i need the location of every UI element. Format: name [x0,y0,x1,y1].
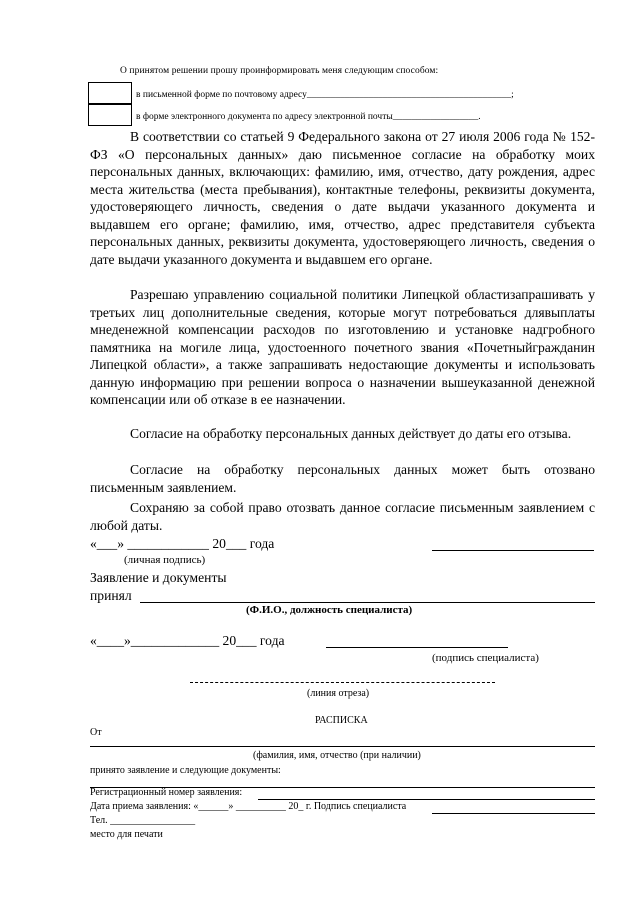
applicant-name-line[interactable] [90,746,595,747]
accepted-by-line[interactable] [140,602,595,603]
email-address-line[interactable]: __________________ [392,112,479,122]
accepted-label-1: Заявление и документы [90,570,227,585]
stamp-place-label: место для печати [90,829,163,840]
consent-text [90,128,595,268]
fio-position-caption: (Ф.И.О., должность специалиста) [246,604,413,616]
registration-number-label: Регистрационный номер заявления: [90,787,243,798]
signature-line-1[interactable] [432,550,594,551]
consent-paragraph-3: Согласие на обработку персональных данных действует до даты его отзыва. [130,426,572,441]
consent-paragraph-1: В соответствии со статьей 9 Федерального закона от 27 июля 2006 года № 152-ФЗ «О персональных данных» даю письменное согласие на обработку моих персональных данных, включающих: фамилию, имя, отчество, дату рождения, адрес места жительства (места пребывания), контактные телефоны, реквизиты документа, удостоверяющего личность, сведения о дате выдачи указанного документа и выдавшем его органе; фамилию, имя, отчество, адрес представителя субъекта персональных данных, реквизиты документа, удостоверяющего личность, сведения о дате выдачи указанного документа и выдавшем его органе. [90,129,595,267]
receipt-title: РАСПИСКА [315,715,368,726]
validity-text [90,425,595,443]
personal-signature-caption: (личная подпись) [124,554,206,566]
postal-option-label: в письменной форме по почтовому адресу [136,90,307,100]
accepted-label-2: принял [90,588,132,603]
accepted-documents-label: принято заявление и следующие документы: [90,765,281,776]
specialist-signature-line[interactable] [326,647,508,648]
email-checkbox[interactable] [88,104,132,126]
postal-address-line[interactable]: ___________________________________________ [306,90,512,100]
postal-option-end: ; [511,90,514,100]
cut-line-caption: (линия отреза) [307,688,370,699]
postal-option [136,90,514,100]
notification-intro: О принятом решении прошу проинформировать меня следующим способом: [120,66,439,76]
receipt-from-label: От [90,727,102,738]
postal-checkbox[interactable] [88,82,132,104]
email-option-end: . [478,112,481,122]
email-option-label: в форме электронного документа по адресу электронной почты [136,112,393,122]
specialist-signature-caption: (подпись специалиста) [432,652,539,664]
date-line-2[interactable]: «____»_____________ 20___ года [90,633,285,648]
revocation-text [90,461,595,496]
date-line-1[interactable]: «___» ____________ 20___ года [90,536,275,551]
cut-line-divider [190,682,495,683]
fio-note-caption: (фамилия, имя, отчество (при наличии) [253,750,421,761]
consent-paragraph-5: Сохраняю за собой право отозвать данное согласие письменным заявлением с любой даты. [90,500,595,533]
phone-label: Тел. _________________ [90,815,196,826]
consent-paragraph-4: Согласие на обработку персональных данных может быть отозвано письменным заявлением. [90,462,595,495]
date-received-label: Дата приема заявления: «______» __________ 20_ г. Подпись специалиста [90,801,407,812]
permission-text [90,286,595,409]
email-option [136,112,481,122]
reservation-text [90,499,595,534]
registration-number-line[interactable] [258,799,595,800]
date-received-signature-line[interactable] [432,813,595,814]
consent-paragraph-2: Разрешаю управлению социальной политики Липецкой областизапрашивать у третьих лиц дополнительные сведения, которые могут потребоваться длявыплаты мнеденежной компенсации расходов по изготовлению и установке надгробного памятника на могиле лица, удостоенного почетного звания «Почетныйгражданин Липецкой области», а также запрашивать недостающие документы и использовать данную информацию при решении вопроса о назначении вышеуказанной денежной компенсации или об отказе в ее назначении. [90,287,595,407]
